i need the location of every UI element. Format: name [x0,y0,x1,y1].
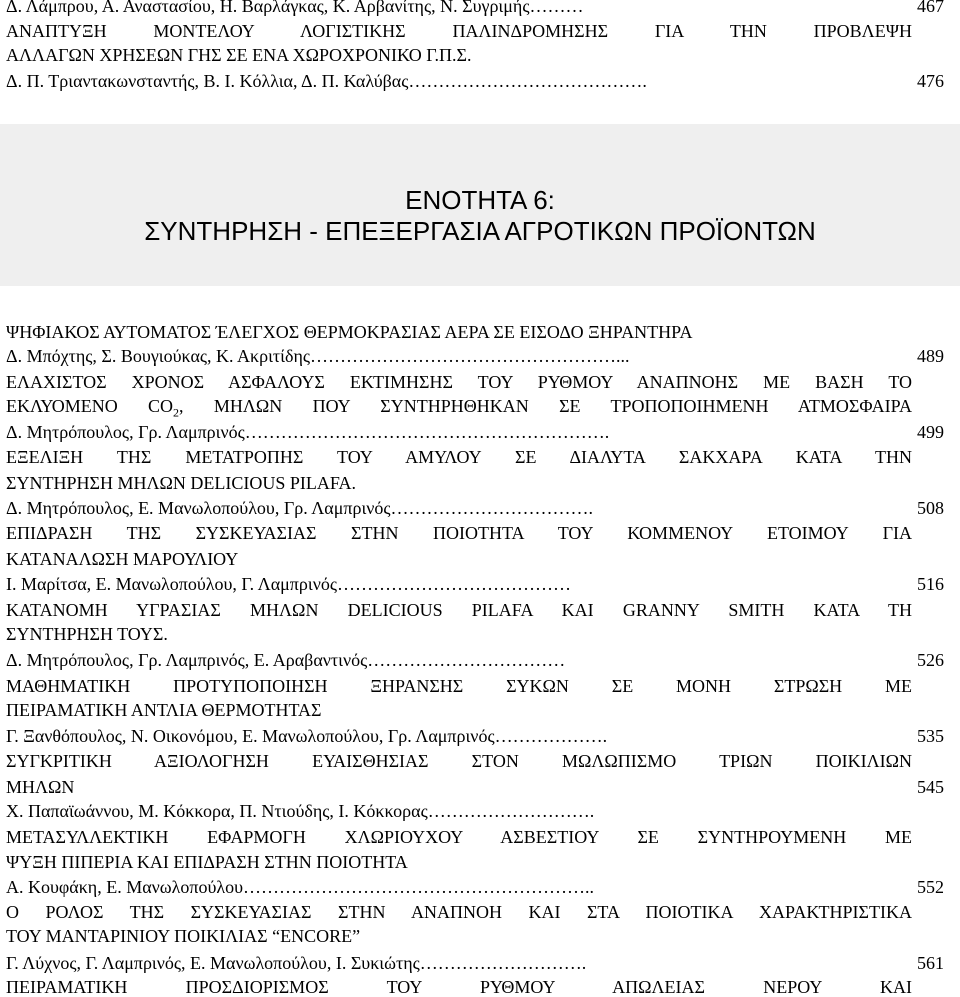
toc-line: Α. Κουφάκη, Ε. Μανωλοπούλου………………………………………………….. [6,877,594,897]
toc-line: ΣΥΝΤΗΡΗΣΗ ΜΗΛΩΝ DELICIOUS PILAFA. [6,473,357,493]
section-heading: ΕΝΟΤΗΤΑ 6: [405,185,555,215]
toc-line: Γ. Λύχνος, Γ. Λαμπρινός, Ε. Μανωλοπούλου, Ι. Συκιώτης………………………. [6,953,587,973]
toc-line: ΣΥΓΚΡΙΤΙΚΗ ΑΞΙΟΛΟΓΗΣΗ ΕΥΑΙΣΘΗΣΙΑΣ ΣΤΟΝ ΜΩΛΩΠΙΣΜΟ ΤΡΙΩΝ ΠΟΙΚΙΛΙΩΝ [6,751,912,771]
toc-page-number: 561 [917,953,944,973]
toc-page-number: 535 [917,726,944,746]
toc-line [6,396,912,420]
toc-title-line: ΑΝΑΠΤΥΞΗ ΜΟΝΤΕΛΟΥ ΛΟΓΙΣΤΙΚΗΣ ΠΑΛΙΝΔΡΟΜΗΣΗΣ ΓΙΑ ΤΗΝ ΠΡΟΒΛΕΨΗ [6,21,912,41]
toc-line: ΤΟΥ ΜΑΝΤΑΡΙΝΙΟΥ ΠΟΙΚΙΛΙΑΣ “ENCORE” [6,926,361,946]
toc-page-number: 545 [917,777,944,797]
toc-line: ΠΕΙΡΑΜΑΤΙΚΗ ΑΝΤΛΙΑ ΘΕΡΜΟΤΗΤΑΣ [6,700,322,720]
toc-line: Δ. Μητρόπουλος, Γρ. Λαμπρινός, Ε. Αραβαντινός…………………………… [6,650,566,670]
toc-line-text: ΕΚΛΥΟΜΕΝΟ CO [6,396,174,416]
toc-line-text: , ΜΗΛΩΝ ΠΟΥ ΣΥΝΤΗΡΗΘΗΚΑΝ ΣΕ ΤΡΟΠΟΠΟΙΗΜΕΝΗ ΑΤΜΟΣΦΑΙΡΑ [179,396,912,416]
toc-line: Δ. Μητρόπουλος, Ε. Μανωλοπούλου, Γρ. Λαμπρινός……………………………. [6,498,594,518]
toc-line: Δ. Μητρόπουλος, Γρ. Λαμπρινός……………………………………………………. [6,422,610,442]
toc-line: ΠΕΙΡΑΜΑΤΙΚΗ ΠΡΟΣΔΙΟΡΙΣΜΟΣ ΤΟΥ ΡΥΘΜΟΥ ΑΠΩΛΕΙΑΣ ΝΕΡΟΥ ΚΑΙ [6,977,912,997]
toc-page-number: 467 [917,0,944,16]
toc-page-number: 489 [917,346,944,366]
toc-line: ΚΑΤΑΝΟΜΗ ΥΓΡΑΣΙΑΣ ΜΗΛΩΝ DELICIOUS PILAFA ΚΑΙ GRANNY SMITH ΚΑΤΑ ΤΗ [6,600,912,620]
toc-line: Χ. Παπαϊωάννου, Μ. Κόκκορα, Π. Ντιούδης, Ι. Κόκκορας………………………. [6,801,595,821]
toc-line: ΜΗΛΩΝ [6,777,75,797]
toc-line: ΚΑΤΑΝΑΛΩΣΗ ΜΑΡΟΥΛΙΟΥ [6,549,239,569]
toc-page-number: 508 [917,498,944,518]
section-subheading: ΣΥΝΤΗΡΗΣΗ - ΕΠΕΞΕΡΓΑΣΙΑ ΑΓΡΟΤΙΚΩΝ ΠΡΟΪΟΝΤΩΝ [144,216,816,246]
toc-page-number: 516 [917,574,944,594]
subscript: 2 [173,405,180,420]
toc-line: ΜΑΘΗΜΑΤΙΚΗ ΠΡΟΤΥΠΟΠΟΙΗΣΗ ΞΗΡΑΝΣΗΣ ΣΥΚΩΝ ΣΕ ΜΟΝΗ ΣΤΡΩΣΗ ΜΕ [6,676,912,696]
toc-page-number: 476 [917,71,944,91]
toc-page-number: 552 [917,877,944,897]
toc-title-line: ΑΛΛΑΓΩΝ ΧΡΗΣΕΩΝ ΓΗΣ ΣΕ ΕΝΑ ΧΩΡΟΧΡΟΝΙΚΟ Γ.Π.Σ. [6,45,472,65]
toc-line: ΕΛΑΧΙΣΤΟΣ ΧΡΟΝΟΣ ΑΣΦΑΛΟΥΣ ΕΚΤΙΜΗΣΗΣ ΤΟΥ ΡΥΘΜΟΥ ΑΝΑΠΝΟΗΣ ΜΕ ΒΑΣΗ ΤΟ [6,372,912,392]
toc-line: ΨΗΦΙΑΚΟΣ ΑΥΤΟΜΑΤΟΣ ΈΛΕΓΧΟΣ ΘΕΡΜΟΚΡΑΣΙΑΣ ΑΕΡΑ ΣΕ ΕΙΣΟΔΟ ΞΗΡΑΝΤΗΡΑ [6,322,693,342]
toc-line: ΕΠΙΔΡΑΣΗ ΤΗΣ ΣΥΣΚΕΥΑΣΙΑΣ ΣΤΗΝ ΠΟΙΟΤΗΤΑ ΤΟΥ ΚΟΜΜΕΝΟΥ ΕΤΟΙΜΟΥ ΓΙΑ [6,523,912,543]
toc-line: ΣΥΝΤΗΡΗΣΗ ΤΟΥΣ. [6,624,168,644]
toc-line: Γ. Ξανθόπουλος, Ν. Οικονόμου, Ε. Μανωλοπούλου, Γρ. Λαμπρινός………………. [6,726,608,746]
section-banner [0,124,960,286]
toc-line: Ο ΡΟΛΟΣ ΤΗΣ ΣΥΣΚΕΥΑΣΙΑΣ ΣΤΗΝ ΑΝΑΠΝΟΗ ΚΑΙ ΣΤΑ ΠΟΙΟΤΙΚΑ ΧΑΡΑΚΤΗΡΙΣΤΙΚΑ [6,902,912,922]
toc-line: ΕΞΕΛΙΞΗ ΤΗΣ ΜΕΤΑΤΡΟΠΗΣ ΤΟΥ ΑΜΥΛΟΥ ΣΕ ΔΙΑΛΥΤΑ ΣΑΚΧΑΡΑ ΚΑΤΑ ΤΗΝ [6,447,912,467]
toc-line: Ι. Μαρίτσα, Ε. Μανωλοπούλου, Γ. Λαμπρινός………………………………… [6,574,571,594]
toc-page-number: 526 [917,650,944,670]
toc-line: ΜΕΤΑΣΥΛΛΕΚΤΙΚΗ ΕΦΑΡΜΟΓΗ ΧΛΩΡΙΟΥΧΟΥ ΑΣΒΕΣΤΙΟΥ ΣΕ ΣΥΝΤΗΡΟΥΜΕΝΗ ΜΕ [6,827,912,847]
toc-authors-line: Δ. Π. Τριαντακωνσταντής, Β. Ι. Κόλλια, Δ. Π. Καλύβας…………………………………. [6,71,647,91]
toc-authors-line: Δ. Λάμπρου, Α. Αναστασίου, Η. Βαρλάγκας, Κ. Αρβανίτης, Ν. Συγριμής……… [6,0,584,16]
toc-line: Δ. Μπόχτης, Σ. Βουγιούκας, Κ. Ακριτίδης……………………………………………... [6,346,630,366]
toc-line: ΨΥΞΗ ΠΙΠΕΡΙΑ ΚΑΙ ΕΠΙΔΡΑΣΗ ΣΤΗΝ ΠΟΙΟΤΗΤΑ [6,852,408,872]
toc-page-number: 499 [917,422,944,442]
